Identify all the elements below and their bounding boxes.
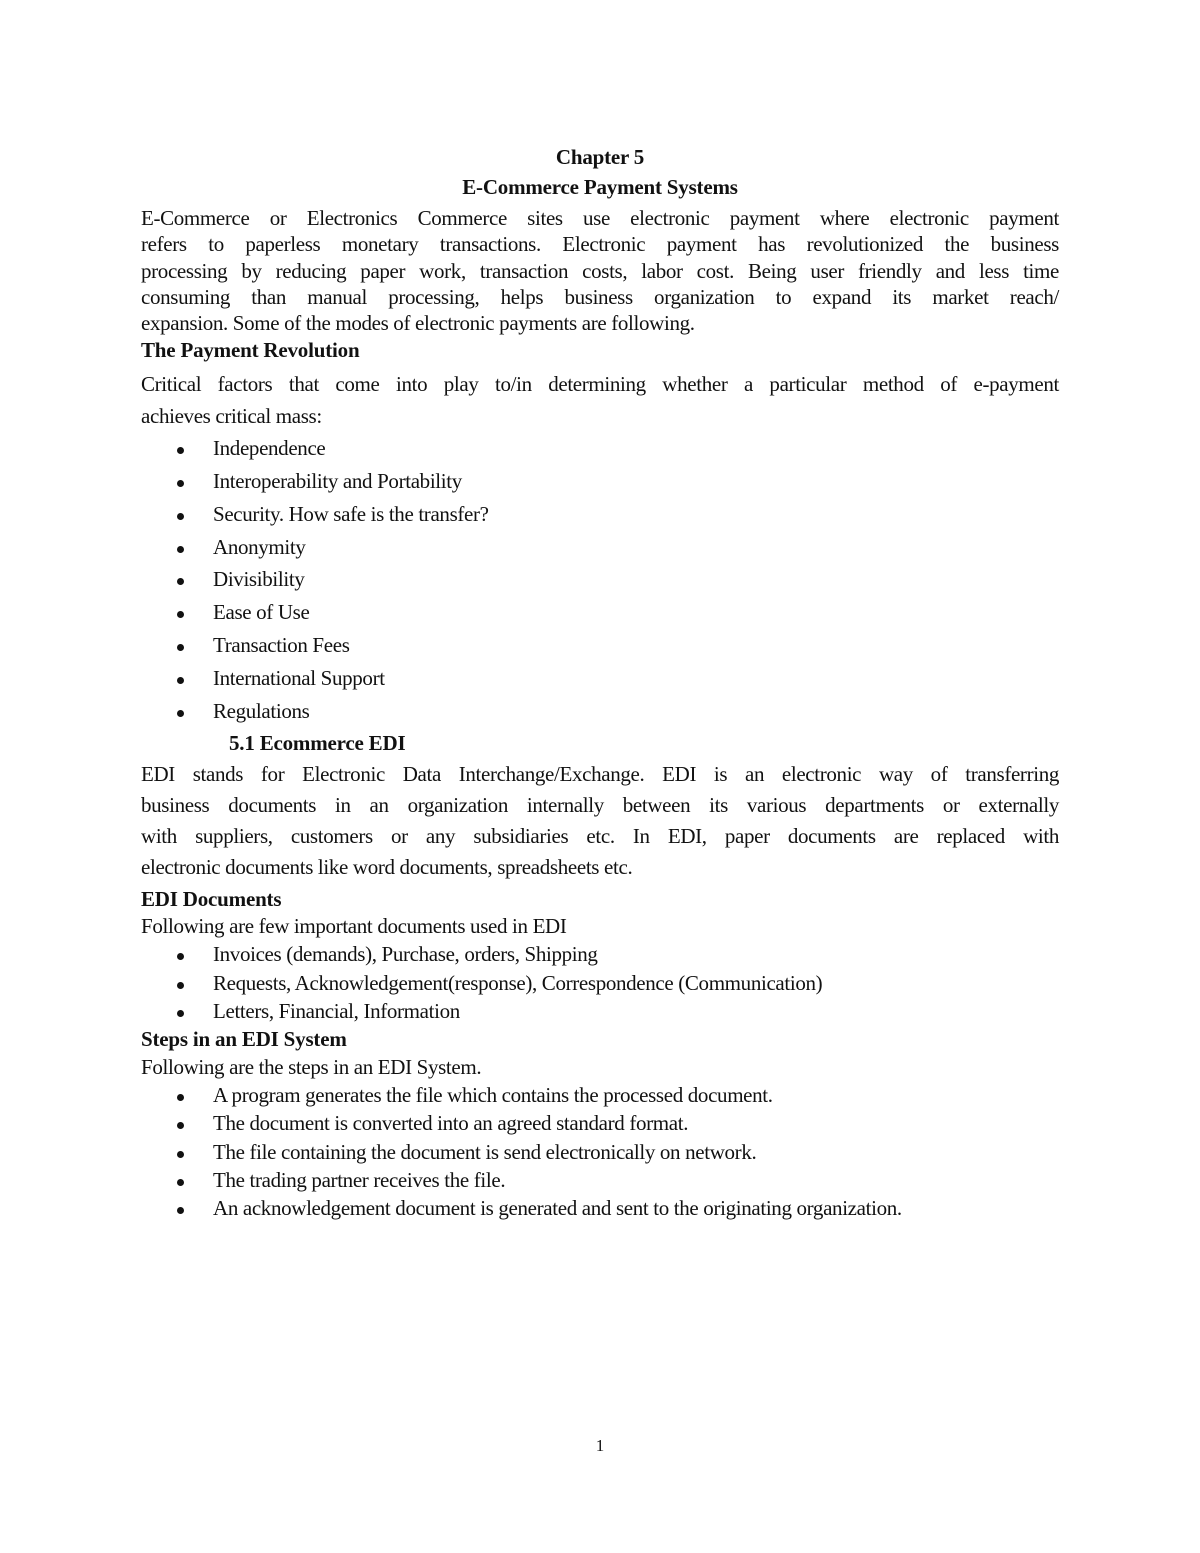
factor-list-item: International Support [141, 666, 1059, 692]
intro-line: expansion. Some of the modes of electronic payments are following. [141, 311, 695, 335]
factor-list-item: Divisibility [141, 567, 1059, 593]
chapter-title: E-Commerce Payment Systems [462, 175, 738, 199]
factor-list-item: Regulations [141, 699, 1059, 725]
section-heading-edi-documents: EDI Documents [141, 887, 282, 911]
edi-step-list-item: A program generates the file which contains the processed document. [141, 1083, 1059, 1109]
edi-steps-intro: Following are the steps in an EDI System. [141, 1055, 482, 1079]
intro-line: E-Commerce or Electronics Commerce sites use electronic payment where electronic payment [141, 206, 1059, 230]
factor-list-item: Anonymity [141, 535, 1059, 561]
section-heading-payment-revolution: The Payment Revolution [141, 338, 360, 362]
edi-step-list-item: The document is converted into an agreed standard format. [141, 1111, 1059, 1137]
bullet-icon [177, 644, 184, 651]
bullet-icon [177, 677, 184, 684]
intro-line: consuming than manual processing, helps business organization to expand its market reach/ [141, 285, 1059, 309]
edi-body-line: with suppliers, customers or any subsidiaries etc. In EDI, paper documents are replaced with [141, 824, 1059, 848]
bullet-icon [177, 611, 184, 618]
bullet-icon [177, 982, 184, 989]
bullet-icon [177, 1207, 184, 1214]
bullet-icon [177, 1010, 184, 1017]
bullet-icon [177, 480, 184, 487]
edi-documents-intro: Following are few important documents used in EDI [141, 914, 567, 938]
factor-list-item: Security. How safe is the transfer? [141, 502, 1059, 528]
factor-list-item: Transaction Fees [141, 633, 1059, 659]
edi-document-list-item: Requests, Acknowledgement(response), Correspondence (Communication) [141, 971, 1059, 997]
bullet-icon [177, 578, 184, 585]
factor-list-item: Interoperability and Portability [141, 469, 1059, 495]
edi-document-list-item: Letters, Financial, Information [141, 999, 1059, 1025]
edi-step-list-item: An acknowledgement document is generated and sent to the originating organization. [141, 1196, 1059, 1222]
payment-revolution-intro-line: Critical factors that come into play to/in determining whether a particular method of e-payment [141, 372, 1059, 396]
intro-line: processing by reducing paper work, transaction costs, labor cost. Being user friendly and less time [141, 259, 1059, 283]
edi-document-list-item: Invoices (demands), Purchase, orders, Shipping [141, 942, 1059, 968]
bullet-icon [177, 546, 184, 553]
bullet-icon [177, 1179, 184, 1186]
edi-step-list-item: The file containing the document is send electronically on network. [141, 1140, 1059, 1166]
section-heading-ecommerce-edi: 5.1 Ecommerce EDI [229, 731, 406, 755]
payment-revolution-intro-line: achieves critical mass: [141, 404, 322, 428]
bullet-icon [177, 447, 184, 454]
edi-body-line: electronic documents like word documents, spreadsheets etc. [141, 855, 633, 879]
factor-list-item: Independence [141, 436, 1059, 462]
intro-line: refers to paperless monetary transactions. Electronic payment has revolutionized the business [141, 232, 1059, 256]
bullet-icon [177, 710, 184, 717]
bullet-icon [177, 1151, 184, 1158]
edi-body-line: EDI stands for Electronic Data Interchange/Exchange. EDI is an electronic way of transferring [141, 762, 1059, 786]
edi-body-line: business documents in an organization internally between its various departments or externally [141, 793, 1059, 817]
bullet-icon [177, 953, 184, 960]
bullet-icon [177, 513, 184, 520]
chapter-label: Chapter 5 [555, 145, 645, 169]
edi-step-list-item: The trading partner receives the file. [141, 1168, 1059, 1194]
page-number: 1 [595, 1436, 605, 1455]
bullet-icon [177, 1094, 184, 1101]
section-heading-edi-steps: Steps in an EDI System [141, 1027, 347, 1051]
bullet-icon [177, 1122, 184, 1129]
factor-list-item: Ease of Use [141, 600, 1059, 626]
